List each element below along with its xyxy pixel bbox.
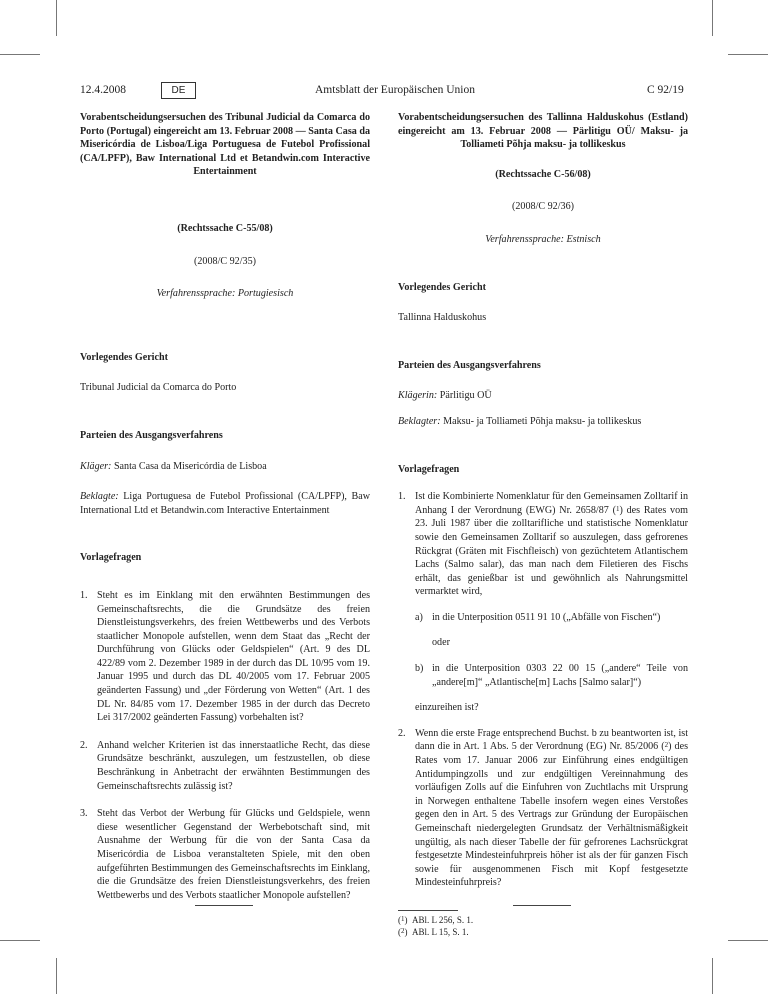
oj-reference: (2008/C 92/35) (194, 255, 256, 267)
page-reference: C 92/19 (647, 84, 684, 96)
court-heading: Vorlegendes Gericht (80, 351, 168, 363)
court-name: Tribunal Judicial da Comarca do Porto (80, 382, 237, 394)
crop-mark (712, 958, 713, 994)
court-name: Tallinna Halduskohus (398, 312, 487, 324)
footnote-rule (398, 910, 458, 911)
footnote-ref: 1 (615, 504, 620, 513)
language-box: DE (161, 82, 196, 99)
journal-title: Amtsblatt der Europäischen Union (315, 84, 476, 96)
crop-mark (56, 0, 57, 36)
defendant-name: Maksu- ja Tolliameti Põhja maksu- ja tollikeskus (443, 415, 642, 427)
notice-title: Vorabentscheidungsersuchen des Tribunal Judicial da Comarca do Porto (Portugal) eingereicht am 13. Februar 2008 — Santa Casa da Misericórdia de Lisboa/Liga Portuguesa de Futebol Profissional (CA/LPFP), Baw International Ltd et Betandwin.com Interactive Entertainment (80, 112, 370, 178)
question-closing: einzureihen ist? (415, 702, 479, 714)
defendant (80, 490, 370, 517)
questions-heading: Vorlagefragen (398, 463, 460, 475)
right-column (398, 111, 688, 938)
header-date: 12.4.2008 (80, 84, 126, 96)
plaintiff-label: Kläger: (80, 460, 112, 472)
case-number: (Rechtssache C-56/08) (495, 168, 591, 180)
defendant-label: Beklagter: (398, 415, 441, 427)
footnote-ref: 2 (664, 741, 669, 750)
questions-list (398, 490, 688, 890)
crop-mark (0, 54, 40, 55)
parties-heading: Parteien des Ausgangsverfahrens (398, 359, 541, 371)
question-item: 1. Steht es im Einklang mit den erwähnten Bestimmungen des Gemeinschaftsrechts, die die Grundsätze des freien Dienstleistungsverkehrs, des freien Wettbewerbs und des Verbots staatlicher Monopole aufstellen, wenn dem Staat das „Recht der Durchführung von Glücks oder Geldspielen“ (Art. 9 des DL 422/89 vom 2. Dezember 1989 in der durch das DL 10/95 vom 19. Januar 1995 und durch das DL 40/2005 vom 17. Februar 2005 geänderten Fassung) und „der Förderung von Wetten“ (Art. 1 des DL Nr. 84/85 vom 17. Dezember 1985 in der durch das Decreto Lei 317/2002 geänderten Fassung) vorbehalten ist? (80, 589, 370, 724)
case-number: (Rechtssache C-55/08) (177, 222, 273, 234)
crop-mark (728, 940, 768, 941)
plaintiff-name: Santa Casa da Misericórdia de Lisboa (113, 460, 267, 472)
plaintiff (398, 389, 688, 403)
question-item: 1. Ist die Kombinierte Nomenklatur für den Gemeinsamen Zolltarif in Anhang I der Verordnung (EWG) Nr. 2658/87 ($^1$) des Rates vom 23. Juli 1987 über die zolltarifliche und statistische Nomenklatur sowie den Gemeinsamen Zolltarif so auszulegen, dass gefrorenes Rückgrat (Gräten mit Fischfleisch) von gezüchtetem Atlantischem Lachs (Salmo salar), das man nach dem Filetieren des Fischs erhält, das genießbar ist und gewöhnlich als Nahrungsmittel vermarktet wird, a) in die Unterposition 0511 91 10 („Abfälle von Fischen“) oder b) in die Unterposition 0303 22 00 15 („andere“ Teile von „andere[m]“ „Atlantische[m] Lachs [Salmo salar]“) einzureihen ist? (398, 491, 688, 714)
option-a: a) in die Unterposition 0511 91 10 („Abfälle von Fischen“) (415, 611, 661, 623)
procedure-language: Verfahrenssprache: Portugiesisch (156, 288, 294, 300)
plaintiff (80, 460, 370, 474)
column-end-rule (195, 905, 253, 906)
questions-heading: Vorlagefragen (80, 552, 142, 564)
plaintiff-label: Klägerin: (398, 390, 438, 402)
left-column (80, 111, 370, 902)
footnote: ($^1$) ABl. L 256, S. 1. (398, 914, 474, 925)
question-item: 2. Anhand welcher Kriterien ist das innerstaatliche Recht, das diese Grundsätze beschränkt, auszulegen, um festzustellen, ob diese Beschränkung in Anbetracht der erwähnten Bestimmungen des Gemeinschaftsrechts zulässig ist? (80, 739, 370, 792)
connector-oder: oder (432, 637, 450, 649)
crop-mark (728, 54, 768, 55)
column-end-rule (513, 905, 571, 906)
question-item: 3. Steht das Verbot der Werbung für Glücks und Geldspiele, wenn diese wesentlicher Gegenstand der Werbebotschaft sind, mit Ausnahme der Werbung für die von der Santa Casa da Misericórdia de Lisboa veranstalteten Spiele, mit den oben aufgeführten Bestimmungen des Gemeinschaftsrechts im Einklang, die die Grundsätze des freien Dienstleistungsverkehrs, des freien Wettbewerbs und des Verbots staatlicher Monopole aufstellen? (80, 808, 370, 901)
procedure-language: Verfahrenssprache: Estnisch (485, 233, 601, 245)
defendant-label: Beklagte: (80, 491, 119, 503)
defendant-name: Liga Portuguesa de Futebol Profissional (CA/LPFP), Baw International Ltd et Betandwin.com Interactive Entertainment (80, 491, 370, 516)
notice-title: Vorabentscheidungsersuchen des Tallinna Halduskohus (Estland) eingereicht am 13. Februar 2008 — Pärlitigu OÜ/ Maksu- ja Tolliameti Põhja maksu- ja tollikeskus (398, 112, 688, 151)
crop-mark (56, 958, 57, 994)
court-heading: Vorlegendes Gericht (398, 281, 486, 293)
question-item: 2. Wenn die erste Frage entsprechend Buchst. b zu beantworten ist, ist dann die in Art. 1 Abs. 5 der Verordnung (EG) Nr. 85/2006 ($^2$) des Rates vom 17. Januar 2006 zur Einführung eines endgültigen Antidumpingzolls und zur endgültigen Vereinnahmung des vorläufigen Zolls auf die Einfuhren von Zuchtlachs mit Ursprung in Norwegen enthaltene Tabelle insofern wegen eines Verstoßes gegen den in Art. 5 des Vertrags zur Gründung der Europäischen Gemeinschaft niedergelegten Grundsatz der Verhältnismäßigkeit ungültig, als nach dieser Tabelle der für gefrorenes Lachsrückgrat festgesetzte Mindesteinfuhrpreis höher ist als der für ganzen Fisch sowie für ausgenommenen Fisch mit Kopf festgesetzte Mindesteinfuhrpreis? (398, 727, 688, 889)
plaintiff-name: Pärlitigu OÜ (439, 390, 492, 402)
footnotes (398, 914, 688, 938)
questions-list (80, 589, 370, 902)
parties-heading: Parteien des Ausgangsverfahrens (80, 429, 223, 441)
option-b: b) in die Unterposition 0303 22 00 15 („andere“ Teile von „andere[m]“ „Atlantische[m] Lachs [Salmo salar]“) (415, 663, 688, 688)
oj-reference: (2008/C 92/36) (512, 201, 574, 213)
crop-mark (712, 0, 713, 36)
defendant (398, 415, 688, 429)
crop-mark (0, 940, 40, 941)
footnote: ($^2$) ABl. L 15, S. 1. (398, 926, 469, 937)
